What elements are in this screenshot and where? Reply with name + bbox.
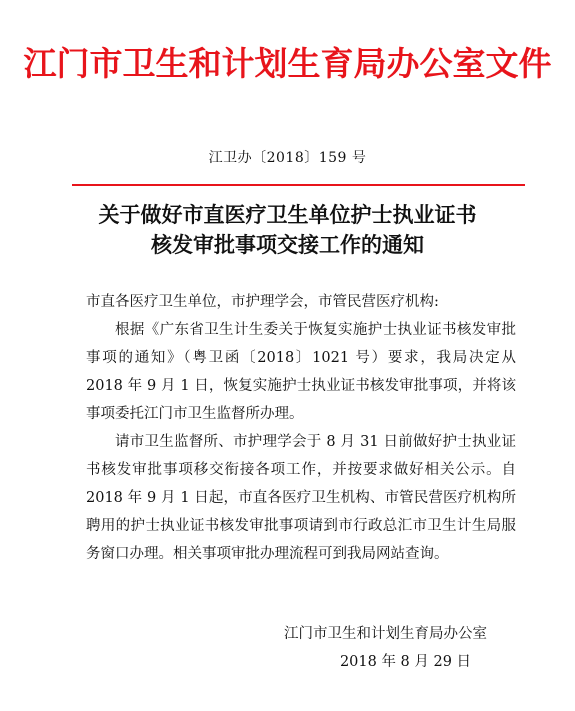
notice-title <box>0 200 575 260</box>
body-paragraph-1: 根据《广东省卫生计生委关于恢复实施护士执业证书核发审批事项的通知》（粤卫函〔2018〕1021 号）要求，我局决定从 2018 年 9 月 1 日，恢复实施护士执业证书核发审批事项，并将该事项委托江门市卫生监督所办理。 <box>86 322 516 422</box>
notice-title-line-2: 核发审批事项交接工作的通知 <box>151 232 424 257</box>
letterhead-title: 江门市卫生和计划生育局办公室文件 <box>23 44 552 83</box>
notice-body <box>86 288 516 568</box>
notice-title-line-1: 关于做好市直医疗卫生单位护士执业证书 <box>98 202 477 227</box>
addressee: 市直各医疗卫生单位，市护理学会，市管民营医疗机构: <box>86 294 439 310</box>
red-separator-line <box>72 184 525 186</box>
signature-block <box>284 620 487 676</box>
document-number: 江卫办〔2018〕159 号 <box>208 150 367 166</box>
body-paragraph-2: 请市卫生监督所、市护理学会于 8 月 31 日前做好护士执业证书核发审批事项移交衔接各项工作，并按要求做好相关公示。自 2018 年 9 月 1 日起，市直各医疗卫生机构、市管民营医疗机构所聘用的护士执业证书核发审批事项请到市行政总汇市卫生计生局服务窗口办理。相关事项审批办理流程可到我局网站查询。 <box>86 434 516 562</box>
issue-date: 2018 年 8 月 29 日 <box>339 654 472 670</box>
issuing-organization: 江门市卫生和计划生育局办公室 <box>284 626 487 642</box>
